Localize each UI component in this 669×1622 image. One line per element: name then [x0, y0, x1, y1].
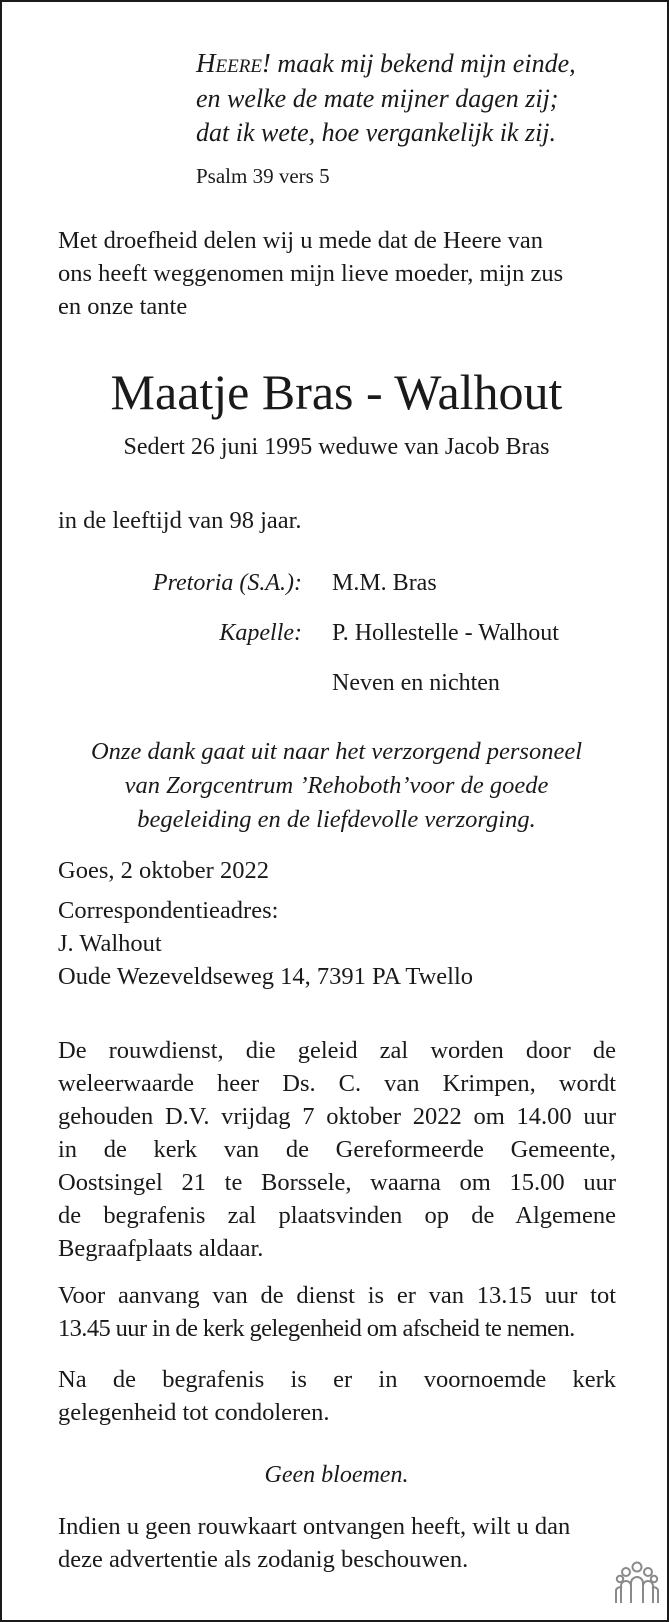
service-line: Oostsingel 21 te Borssele, waarna om 15.00 uur [58, 1169, 616, 1196]
thanks-line: Onze dank gaat uit naar het verzorgend personeel [90, 738, 583, 765]
correspondence-label: Correspondentieadres: [58, 897, 279, 924]
service-line: in de kerk van de Gereformeerde Gemeente, [58, 1136, 616, 1163]
widow-line: Sedert 26 juni 1995 weduwe van Jacob Bras [123, 434, 550, 460]
relative-place: Kapelle: [219, 620, 302, 646]
verse-line-3: dat ik wete, hoe vergankelijk ik zij. [196, 118, 557, 147]
condolence-line: gelegenheid tot condoleren. [58, 1399, 330, 1426]
age-line: in de leeftijd van 98 jaar. [58, 507, 302, 534]
deceased-name: Maatje Bras - Walhout [110, 364, 563, 420]
condolence-paragraph [58, 1363, 616, 1429]
correspondence-name: J. Walhout [58, 930, 162, 957]
intro-line: ons heeft weggenomen mijn lieve moeder, mijn zus [58, 260, 564, 287]
farewell-paragraph [58, 1279, 616, 1345]
verse-line-1 [196, 46, 576, 81]
intro-line: Met droefheid delen wij u mede dat de Heere van [58, 227, 544, 254]
condolence-line: Na de begrafenis is er in voornoemde kerk [58, 1366, 616, 1393]
service-line: weleerwaarde heer Ds. C. van Krimpen, wordt [58, 1070, 616, 1097]
place-date: Goes, 2 oktober 2022 [58, 857, 269, 884]
thanks-line: begeleiding en de liefdevolle verzorging. [137, 806, 536, 833]
service-line: gehouden D.V. vrijdag 7 oktober 2022 om 14.00 uur [58, 1103, 616, 1130]
service-line: Begraafplaats aldaar. [58, 1235, 264, 1262]
thanks-line: van Zorgcentrum ’Rehoboth’voor de goede [124, 772, 549, 799]
verse-first-word: Heere! [196, 48, 271, 78]
verse-reference: Psalm 39 vers 5 [196, 164, 330, 188]
closing-line: Indien u geen rouwkaart ontvangen heeft, wilt u dan [58, 1513, 571, 1540]
thanks-paragraph [2, 735, 669, 837]
verse-line-2: en welke de mate mijner dagen zij; [196, 84, 559, 113]
relative-name: Neven en nichten [332, 670, 500, 696]
service-paragraph [58, 1034, 616, 1265]
verse-line-1-rest: maak mij bekend mijn einde, [270, 49, 576, 78]
people-logo-icon [614, 1559, 660, 1605]
service-line: De rouwdienst, die geleid zal worden door de [58, 1037, 616, 1064]
relative-place: Pretoria (S.A.): [152, 570, 302, 596]
farewell-line: Voor aanvang van de dienst is er van 13.15 uur tot [58, 1282, 616, 1309]
relative-name: M.M. Bras [332, 570, 437, 596]
service-line: de begrafenis zal plaatsvinden op de Algemene [58, 1202, 616, 1229]
no-flowers-note: Geen bloemen. [264, 1462, 409, 1488]
closing-line: deze advertentie als zodanig beschouwen. [58, 1546, 469, 1573]
relative-name: P. Hollestelle - Walhout [332, 620, 559, 646]
correspondence-address: Oude Wezeveldseweg 14, 7391 PA Twello [58, 963, 474, 990]
farewell-line: 13.45 uur in de kerk gelegenheid om afscheid te nemen. [58, 1315, 575, 1342]
intro-line: en onze tante [58, 293, 188, 320]
